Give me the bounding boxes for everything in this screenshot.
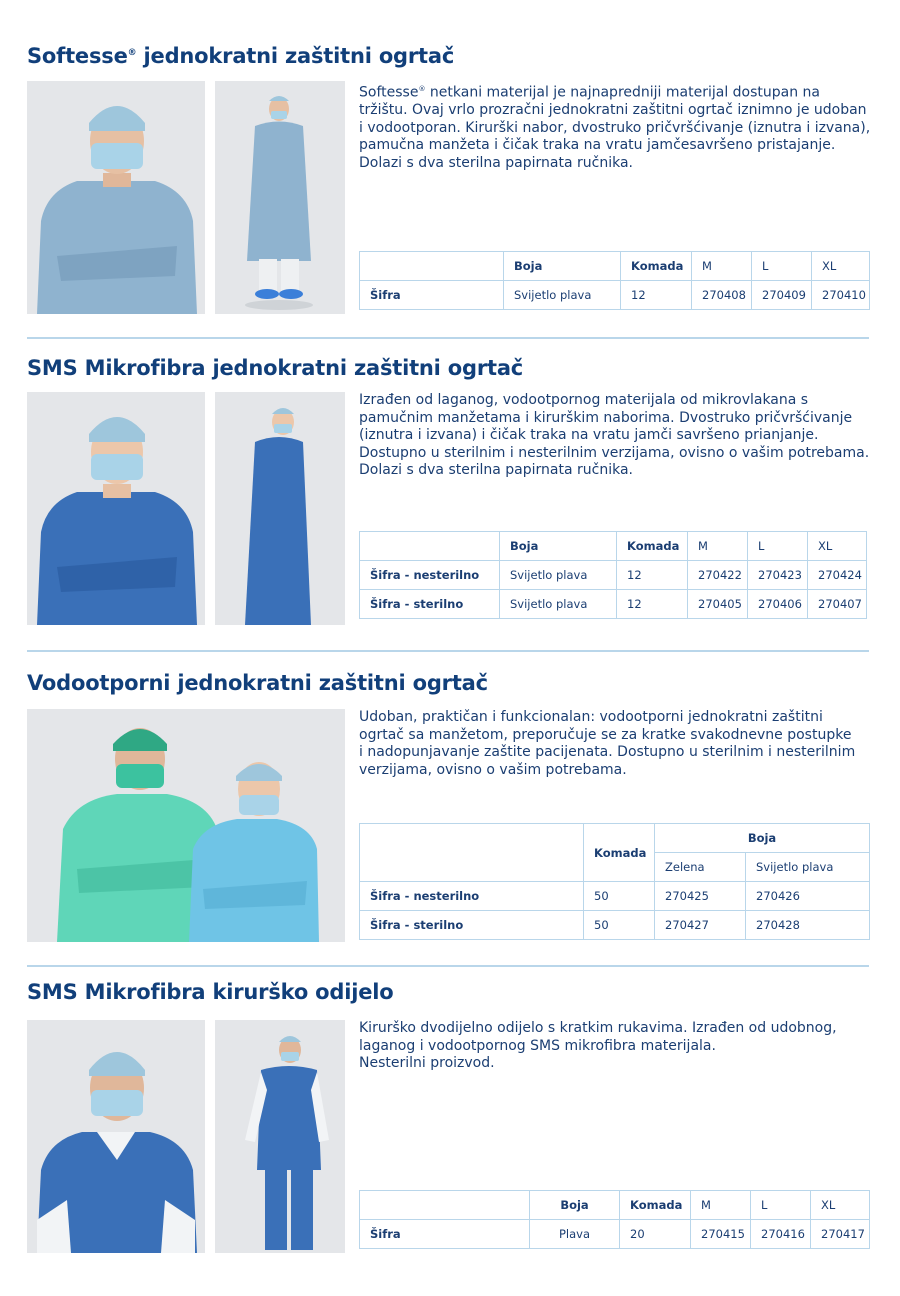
product-description: Izrađen od laganog, vodootpornog materijala od mikrovlakana s pamučnim manžetama i kirurškim naborima. Dvostruko pričvršćivanje (iznutra i izvana) i čičak traka na vratu jamči savršeno prianjanje. Dostupno u sterilnim i nesterilnim verzijama, ovisno o vašim potrebama. Dolazi s dva sterilna papirnata ručnika.	[359, 392, 870, 478]
product-photo-full	[215, 392, 345, 625]
section-divider	[27, 965, 869, 967]
table-header-row: Komada Boja	[360, 824, 870, 853]
table-row: Šifra - nesterilno Svijetlo plava 12 270422 270423 270424	[360, 561, 867, 590]
table-row: Šifra - sterilno 50 270427 270428	[360, 911, 870, 940]
product-description: Udoban, praktičan i funkcionalan: vodootporni jednokratni zaštitni ogrtač sa manžetom, preporučuje se za kratke svakodnevne postupke i nadopunjavanje zaštite pacijenata. Dostupno u sterilnim i nesterilnim verzijama, ovisno o vašim potrebama.	[359, 709, 856, 778]
spec-table	[359, 823, 870, 940]
section-title: SMS Mikrofibra jednokratni zaštitni ogrtač	[27, 356, 524, 380]
table-header-row: Boja Komada M L XL	[360, 532, 867, 561]
section-divider	[27, 650, 869, 652]
section-title: Softesse® jednokratni zaštitni ogrtač	[27, 44, 455, 68]
table-header-row: Boja Komada M L XL	[360, 1191, 870, 1220]
table-row: Šifra Svijetlo plava 12 270408 270409 270410	[360, 281, 870, 310]
product-description: Kirurško dvodijelno odijelo s kratkim rukavima. Izrađen od udobnog, laganog i vodootpornog SMS mikrofibra materijala. Nesterilni proizvod.	[359, 1020, 837, 1071]
product-photo-closeup	[27, 1020, 205, 1253]
section-title: Vodootporni jednokratni zaštitni ogrtač	[27, 671, 488, 695]
spec-table	[359, 251, 870, 310]
product-description: Softesse® netkani materijal je najnapredniji materijal dostupan na tržištu. Ovaj vrlo prozračni jednokratni zaštitni ogrtač iznimno je udoban i vodootporan. Kirurški nabor, dvostruko pričvršćivanje (iznutra i izvana), pamučna manžeta i čičak traka na vratu jamčesavršeno pristajanje. Dolazi s dva sterilna papirnata ručnika.	[359, 84, 871, 171]
product-photo-closeup	[27, 392, 205, 625]
product-photo-closeup	[27, 81, 205, 314]
product-photo-full	[215, 81, 345, 314]
table-header-row: Boja Komada M L XL	[360, 252, 870, 281]
section-title: SMS Mikrofibra kirurško odijelo	[27, 980, 394, 1004]
product-photo-group	[27, 709, 345, 942]
table-row: Šifra Plava 20 270415 270416 270417	[360, 1220, 870, 1249]
table-row: Šifra - sterilno Svijetlo plava 12 270405 270406 270407	[360, 590, 867, 619]
table-row: Šifra - nesterilno 50 270425 270426	[360, 882, 870, 911]
section-divider	[27, 337, 869, 339]
spec-table	[359, 1190, 870, 1249]
table-subheader-row: Zelena Svijetlo plava	[360, 853, 870, 882]
product-photo-full	[215, 1020, 345, 1253]
spec-table	[359, 531, 867, 619]
